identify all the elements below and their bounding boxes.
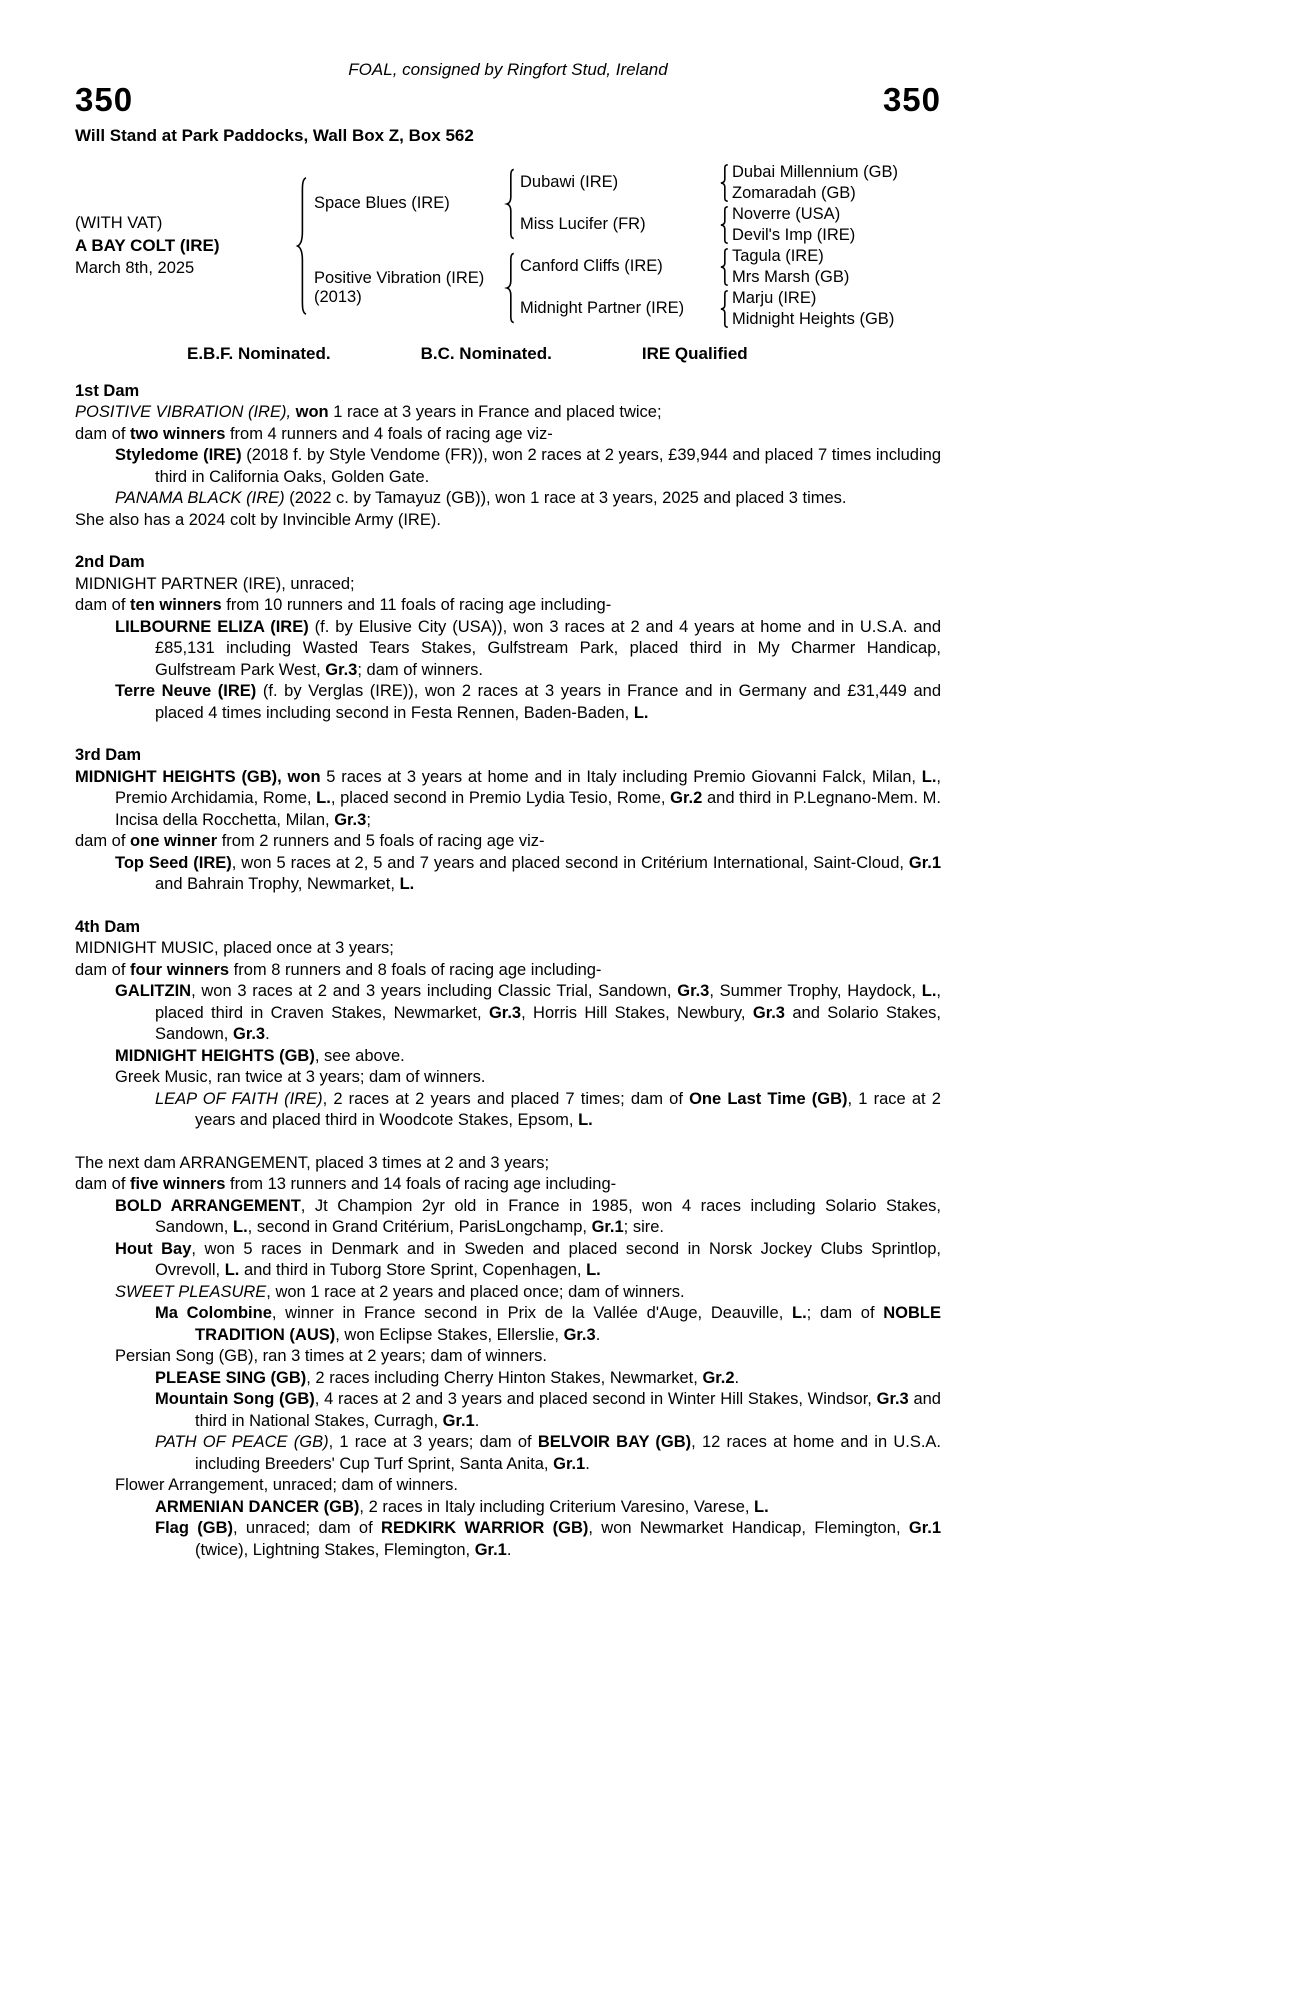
text-run: Top Seed (IRE) [115, 853, 232, 872]
section-heading: 4th Dam [75, 917, 141, 936]
great-grandsire-name: Tagula (IRE) [732, 246, 824, 265]
text-run: Gr.2 [670, 789, 703, 808]
text-run: (twice), Lightning Stakes, Flemington, [195, 1540, 475, 1559]
text-run: Gr.1 [908, 853, 941, 872]
catalogue-paragraph [75, 1518, 941, 1561]
vat-note: (WITH VAT) [75, 213, 163, 232]
text-run: Gr.1 [553, 1454, 586, 1473]
text-run: Terre Neuve (IRE) [115, 682, 257, 701]
text-run: , 12 races at home and in U.S.A. including Breeders' Cup Turf Sprint, Santa Anita, [195, 1433, 942, 1473]
text-run: ARMENIAN DANCER (GB) [155, 1497, 360, 1516]
catalogue-paragraph [75, 681, 941, 724]
sires-sire-name: Dubawi (IRE) [520, 173, 619, 192]
text-run: five winners [130, 1175, 226, 1194]
text-run: ; dam of [806, 1304, 884, 1323]
text-run: and third in P.Legnano-Mem. M. Incisa della Rocchetta, Milan, [115, 789, 941, 829]
text-run: MIDNIGHT HEIGHTS (GB) [115, 1046, 315, 1065]
catalogue-paragraph [75, 424, 941, 446]
text-run: and third in National Stakes, Curragh, [195, 1390, 941, 1430]
text-run: L. [399, 875, 415, 894]
section-heading: 3rd Dam [75, 746, 142, 765]
text-run: BOLD ARRANGEMENT [115, 1196, 301, 1215]
text-run: PANAMA BLACK (IRE) [115, 489, 285, 508]
text-run: dam of [75, 596, 131, 615]
great-granddam-name: Mrs Marsh (GB) [732, 267, 850, 286]
ebf-nominated-label: E.B.F. Nominated. [187, 343, 331, 363]
text-run: SWEET PLEASURE [115, 1282, 267, 1301]
catalogue-paragraph [75, 1174, 941, 1196]
text-run: BELVOIR BAY (GB) [537, 1433, 692, 1452]
text-run: , 1 race at 3 years; dam of [328, 1433, 538, 1452]
catalogue-paragraph [75, 1282, 941, 1304]
sire-name: Space Blues (IRE) [314, 194, 450, 213]
text-run: GALITZIN [115, 982, 192, 1001]
text-run: , 1 race at 2 years and placed third in Woodcote Stakes, Epsom, [195, 1089, 941, 1130]
text-run: and Solario Stakes, Sandown, [155, 1003, 941, 1044]
nominations-row [75, 344, 941, 364]
catalogue-paragraph [75, 402, 941, 424]
text-run: ; dam of winners. [357, 660, 483, 679]
text-run: PLEASE SING (GB) [155, 1368, 307, 1387]
sires-dam-name: Miss Lucifer (FR) [520, 215, 646, 234]
dam-section [75, 745, 941, 896]
text-run: , won 3 races at 2 and 3 years including Classic Trial, Sandown, [191, 982, 678, 1001]
text-run: dam of [75, 832, 131, 851]
text-run: dam of [75, 960, 131, 979]
dam-section [75, 552, 941, 724]
text-run: (2018 f. by Style Vendome (FR)), won 2 races at 2 years, £39,944 and placed 7 times including third in California Oaks, Golden Gate. [155, 446, 941, 486]
text-run: one winner [130, 832, 218, 851]
text-run: Gr.3 [677, 982, 710, 1001]
colt-details [75, 162, 290, 330]
text-run: 1 race at 3 years in France and placed twice; [328, 403, 662, 422]
catalogue-paragraph [75, 981, 941, 1046]
dam-section [75, 1153, 941, 1562]
text-run: MIDNIGHT PARTNER (IRE), unraced; [75, 574, 355, 593]
text-run: . [265, 1025, 270, 1044]
text-run: , 2 races including Cherry Hinton Stakes, Newmarket, [306, 1368, 703, 1387]
catalogue-paragraph [75, 617, 941, 682]
text-run: L. [578, 1111, 593, 1130]
text-run: , 4 races at 2 and 3 years and placed second in Winter Hill Stakes, Windsor, [314, 1390, 877, 1409]
consignor-line: FOAL, consigned by Ringfort Stud, Ireland [348, 60, 668, 79]
text-run: won [295, 403, 329, 422]
text-run: , Horris Hill Stakes, Newbury, [521, 1003, 753, 1022]
text-run: ; sire. [623, 1218, 665, 1237]
pedigree-brace-icon [290, 162, 314, 330]
catalogue-paragraph [75, 1475, 941, 1497]
catalogue-paragraph [75, 1089, 941, 1132]
text-run: L. [754, 1497, 769, 1516]
text-run: , second in Grand Critérium, ParisLongchamp, [247, 1218, 592, 1237]
text-run: , placed second in Premio Lydia Tesio, Rome, [330, 789, 671, 808]
text-run: Gr.3 [334, 810, 367, 829]
text-run: . [734, 1368, 740, 1387]
text-run: Gr.1 [908, 1519, 941, 1538]
catalogue-body [75, 381, 941, 1562]
bc-nominated-label: B.C. Nominated. [420, 343, 552, 363]
text-run: , winner in France second in Prix de la Vallée d'Auge, Deauville, [271, 1304, 792, 1323]
text-run: PATH OF PEACE (GB) [155, 1433, 329, 1452]
catalogue-paragraph [75, 1067, 941, 1089]
great-granddam-name: Devil's Imp (IRE) [732, 225, 856, 244]
text-run: L. [921, 982, 937, 1001]
text-run: , won 5 races in Denmark and in Sweden and placed second in Norsk Jockey Clubs Sprintlop, Ovrevoll, [155, 1239, 942, 1280]
text-run: Gr.3 [488, 1003, 522, 1022]
catalogue-paragraph [75, 1303, 941, 1346]
catalogue-paragraph [75, 1153, 941, 1175]
text-run: L. [792, 1304, 807, 1323]
text-run: , 2 races in Italy including Criterium Varesino, Varese, [359, 1497, 755, 1516]
text-run: Gr.3 [325, 660, 358, 679]
dam-section [75, 917, 941, 1132]
text-run: , Premio Archidamia, Rome, [115, 767, 942, 808]
lot-number-left: 350 [75, 81, 134, 118]
pedigree-brace-icon [716, 246, 732, 288]
text-run: from 8 runners and 8 foals of racing age including- [229, 960, 602, 979]
text-run: (f. by Elusive City (USA)), won 3 races at 2 and 4 years at home and in U.S.A. and £85,131 including Wasted Tears Stakes, Gulfstream Park, placed third in My Charmer Handicap, Gulfstream Park West, [155, 617, 941, 679]
text-run: L. [232, 1218, 248, 1237]
text-run: Gr.3 [563, 1325, 596, 1344]
text-run: . [506, 1540, 512, 1559]
text-run: Persian Song (GB), ran 3 times at 2 years; dam of winners. [115, 1347, 547, 1366]
text-run: L. [316, 789, 331, 808]
catalogue-paragraph [75, 960, 941, 982]
text-run: NOBLE TRADITION (AUS) [195, 1304, 941, 1344]
text-run: REDKIRK WARRIOR (GB) [381, 1519, 589, 1538]
catalogue-paragraph [75, 445, 941, 488]
catalogue-paragraph [75, 938, 941, 960]
text-run: Gr.3 [752, 1003, 785, 1022]
colt-name: A BAY COLT (IRE) [75, 235, 220, 255]
catalogue-paragraph [75, 1389, 941, 1432]
lot-number-right: 350 [882, 81, 941, 118]
text-run: (2022 c. by Tamayuz (GB)), won 1 race at 3 years, 2025 and placed 3 times. [284, 489, 847, 508]
text-run: dam of [75, 1175, 131, 1194]
lot-number-row [75, 81, 941, 119]
text-run: from 10 runners and 11 foals of racing age including- [221, 596, 612, 615]
text-run: Gr.1 [474, 1540, 507, 1559]
pedigree-tree [75, 162, 941, 330]
catalogue-paragraph [75, 510, 941, 532]
text-run: . [474, 1411, 480, 1430]
text-run: Greek Music, ran twice at 3 years; dam of winners. [115, 1068, 486, 1087]
catalogue-paragraph [75, 1239, 941, 1282]
catalogue-paragraph [75, 1497, 941, 1519]
pedigree-brace-icon [716, 204, 732, 246]
ire-qualified-label: IRE Qualified [641, 343, 748, 363]
text-run: . [585, 1454, 590, 1473]
catalogue-paragraph [75, 1432, 941, 1475]
text-run: 5 races at 3 years at home and in Italy including Premio Giovanni Falck, Milan, [320, 767, 922, 786]
pedigree-brace-icon [500, 246, 520, 330]
catalogue-paragraph [75, 767, 941, 832]
text-run: She also has a 2024 colt by Invincible Army (IRE). [75, 510, 441, 529]
dams-dam-name: Midnight Partner (IRE) [520, 299, 685, 318]
catalogue-paragraph [75, 595, 941, 617]
text-run: L. [586, 1261, 601, 1280]
text-run: ten winners [130, 596, 222, 615]
text-run: , won Newmarket Handicap, Flemington, [588, 1519, 909, 1538]
text-run: four winners [130, 960, 230, 979]
text-run: and Bahrain Trophy, Newmarket, [155, 875, 400, 894]
text-run: MIDNIGHT MUSIC, placed once at 3 years; [75, 939, 394, 958]
catalogue-paragraph [75, 1368, 941, 1390]
text-run: and third in Tuborg Store Sprint, Copenhagen, [239, 1261, 587, 1280]
text-run: , unraced; dam of [233, 1519, 382, 1538]
catalogue-paragraph [75, 574, 941, 596]
pedigree-brace-icon [500, 162, 520, 246]
text-run: Gr.1 [591, 1218, 624, 1237]
text-run: L. [224, 1261, 240, 1280]
text-run: MIDNIGHT HEIGHTS (GB), won [75, 767, 321, 786]
text-run: POSITIVE VIBRATION (IRE), [75, 403, 296, 422]
text-run: . [595, 1325, 601, 1344]
text-run: Ma Colombine [155, 1304, 272, 1323]
text-run: Flower Arrangement, unraced; dam of winners. [115, 1476, 458, 1495]
text-run: (f. by Verglas (IRE)), won 2 races at 3 years in France and in Germany and £31,449 and placed 4 times including second in Festa Rennen, Baden-Baden, [155, 682, 941, 722]
text-run: Gr.3 [232, 1025, 266, 1044]
text-run: Gr.1 [442, 1411, 475, 1430]
catalogue-paragraph [75, 853, 941, 896]
dam-section [75, 381, 941, 532]
pedigree-brace-icon [716, 162, 732, 204]
great-grandsire-name: Noverre (USA) [732, 204, 841, 223]
section-heading: 1st Dam [75, 381, 140, 400]
text-run: Gr.3 [876, 1390, 909, 1409]
catalogue-page [75, 0, 941, 1561]
catalogue-paragraph [75, 1346, 941, 1368]
text-run: two winners [130, 424, 226, 443]
text-run: L. [921, 767, 937, 786]
text-run: Flag (GB) [155, 1519, 233, 1538]
colt-foaling-date: March 8th, 2025 [75, 258, 195, 277]
dam-name: Positive Vibration (IRE) (2013) [314, 268, 485, 306]
text-run: One Last Time (GB) [689, 1089, 848, 1108]
text-run: , Summer Trophy, Haydock, [709, 982, 922, 1001]
catalogue-paragraph [75, 1196, 941, 1239]
text-run: , see above. [314, 1046, 405, 1065]
pedigree-brace-icon [716, 288, 732, 330]
text-run: LILBOURNE ELIZA (IRE) [115, 617, 309, 636]
catalogue-paragraph [75, 831, 941, 853]
catalogue-paragraph [75, 1046, 941, 1068]
section-heading: 2nd Dam [75, 553, 145, 572]
text-run: L. [633, 703, 649, 722]
great-grandsire-name: Marju (IRE) [732, 288, 817, 307]
text-run: Hout Bay [115, 1239, 192, 1258]
stand-location-line: Will Stand at Park Paddocks, Wall Box Z, Box 562 [75, 125, 474, 145]
text-run: , 2 races at 2 years and placed 7 times; dam of [322, 1089, 690, 1108]
dams-sire-name: Canford Cliffs (IRE) [520, 257, 663, 276]
text-run: The next dam ARRANGEMENT, placed 3 times at 2 and 3 years; [75, 1153, 550, 1172]
text-run: dam of [75, 424, 131, 443]
text-run: , won 5 races at 2, 5 and 7 years and placed second in Critérium International, Saint-Cloud, [231, 853, 909, 872]
text-run: Mountain Song (GB) [155, 1390, 315, 1409]
text-run: ; [366, 810, 371, 829]
text-run: Styledome (IRE) [115, 446, 242, 465]
text-run: , won 1 race at 2 years and placed once; dam of winners. [266, 1282, 685, 1301]
text-run: LEAP OF FAITH (IRE) [155, 1089, 323, 1108]
text-run: from 2 runners and 5 foals of racing age viz- [217, 832, 545, 851]
great-granddam-name: Midnight Heights (GB) [732, 309, 895, 328]
text-run: Gr.2 [702, 1368, 735, 1387]
text-run: , Jt Champion 2yr old in France in 1985, won 4 races including Solario Stakes, Sandown, [155, 1196, 941, 1237]
great-granddam-name: Zomaradah (GB) [732, 183, 856, 202]
text-run: from 4 runners and 4 foals of racing age viz- [225, 424, 553, 443]
text-run: , won Eclipse Stakes, Ellerslie, [335, 1325, 564, 1344]
catalogue-paragraph [75, 488, 941, 510]
great-grandsire-name: Dubai Millennium (GB) [732, 162, 898, 181]
text-run: , placed third in Craven Stakes, Newmarket, [155, 982, 941, 1022]
text-run: from 13 runners and 14 foals of racing age including- [225, 1175, 617, 1194]
